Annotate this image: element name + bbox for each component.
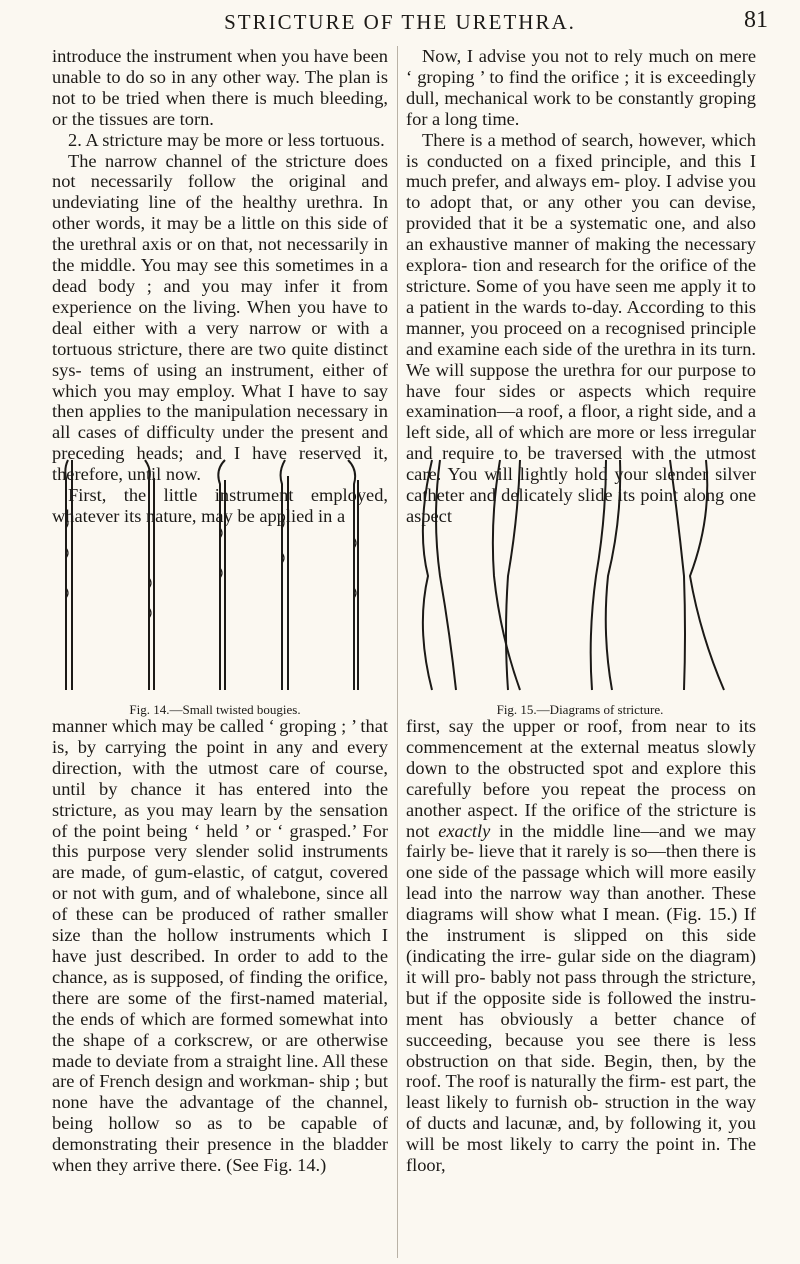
paragraph: 2. A stricture may be more or less tortuous. (68, 129, 385, 150)
figure-14-caption: Fig. 14.—Small twisted bougies. (129, 702, 301, 717)
twisted-bougies-illustration (60, 458, 370, 693)
paragraph: introduce the instrument when you have been unable to do so in any other way. The plan is not to be tried when there is much bleeding, or the tissues are torn. (52, 46, 388, 129)
column-divider (397, 46, 398, 1258)
right-column-bottom (406, 716, 756, 1176)
figure-14 (60, 458, 370, 718)
left-column-top (52, 46, 388, 527)
bougie-4 (281, 460, 285, 690)
paragraph: Now, I advise you not to rely much on mere ‘ groping ’ to find the orifice ; it is exceedingly dull, mechanical work to be constantly groping for a long time. (406, 46, 756, 129)
right-column-top (406, 46, 756, 527)
bougie-2 (145, 460, 150, 690)
paragraph: There is a method of search, however, which is conducted on a fixed principle, and this I much prefer, and always em- ploy. I advise you to adopt that, or any other you can devise, provided that it be a systematic one, and also an exhaustive manner of making the necessary explora- tion and research for the orifice of the stricture. Some of you have seen me apply it to a patient in the wards to-day. According to this manner, you proceed on a recognised principle and examine each side of the urethra in its turn. We will suppose the urethra for our purpose to have four sides or aspects which require examination—a roof, a floor, a right side, and a left side, all of which are more or less irregular and require to be traversed with the utmost care. You will lightly hold your slender silver catheter and delicately slide its point along one aspect (406, 129, 756, 526)
figure-15-caption: Fig. 15.—Diagrams of stricture. (496, 702, 664, 717)
page-number: 81 (744, 7, 768, 33)
bougie-5 (348, 460, 355, 690)
emphasis: exactly (438, 820, 491, 841)
running-title: STRICTURE OF THE URETHRA. (224, 10, 576, 34)
paragraph: The narrow channel of the stricture does not necessarily follow the original and undeviating line of the healthy urethra. In other words, it may be a little on this side of the urethral axis or on that, not necessarily in the middle. You may see this sometimes in a dead body ; and you may infer it from experience on the living. When you have to deal either with a very narrow or with a tortuous stricture, there are two quite distinct sys- tems of using an instrument, either of which you may employ. What I have to say then applies to the manipulation necessary in all cases of difficulty under the present and preceding heads; and I have reserved it, therefore, until now. (52, 150, 388, 485)
paragraph: First, the little instrument employed, whatever its nature, may be applied in a (52, 485, 388, 526)
paragraph: first, say the upper or roof, from near to its commencement at the external meatus slowly down to the obstructed spot and explore this carefully before you repeat the process on another aspect. If the orifice of the stricture is not exactly in the middle line—and we may fairly be- lieve that it rarely is so—then there is one side of the passage which will more easily lead into the narrow way than another. These diagrams will show what I mean. (Fig. 15.) If the instrument is slipped on this side (indicating the irre- gular side on the diagram) it will pro- bably not pass through the stricture, but if the opposite side is followed the instru- ment has obviously a better chance of succeeding, because you see there is less obstruction on that side. Begin, then, by the roof. The roof is naturally the firm- est part, the least likely to furnish ob- struction in the way of ducts and lacunæ, and, by following it, you will be most likely to carry the point in. The floor, (406, 716, 756, 1176)
bougie-1 (65, 460, 68, 690)
left-column-bottom (52, 716, 388, 1176)
running-header (0, 7, 800, 40)
paragraph: manner which may be called ‘ groping ; ’ that is, by carrying the point in any and every direction, with the utmost care of course, until by chance it has entered into the stricture, as you may learn by the sensation of the point being ‘ held ’ or ‘ grasped.’ For this purpose very slender solid instruments are made, of gum-elastic, of catgut, covered or not with gum, and of whalebone, since all of these can be produced of rather smaller size than the hollow instruments which I have just described. In order to add to the chance, as is supposed, of finding the orifice, there are some of the first-named material, the ends of which are formed somewhat into the shape of a corkscrew, or are otherwise made to deviate from a straight line. All these are of French design and workman- ship ; but none have the advantage of the channel, being hollow so as to be capable of demonstrating their presence in the bladder when they arrive there. (See Fig. 14.) (52, 716, 388, 1176)
